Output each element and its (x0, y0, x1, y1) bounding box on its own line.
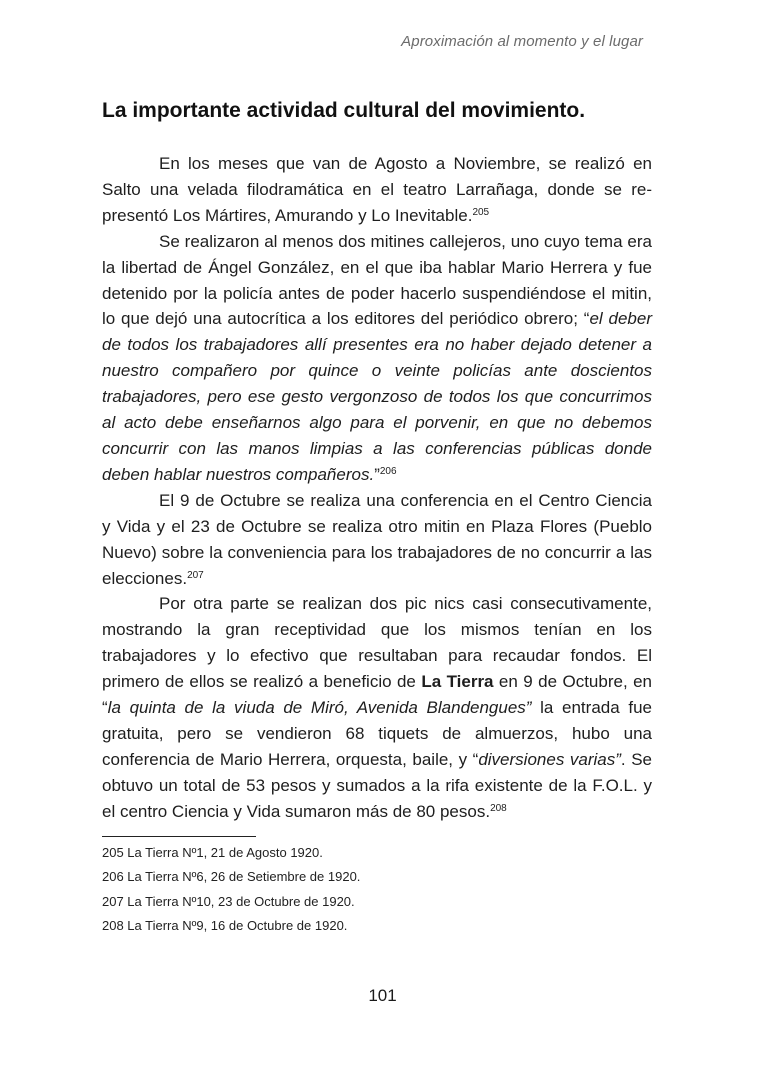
paragraph-4-bold-title: La Tierra (421, 672, 494, 692)
paragraph-4-italic-1: la quinta de la viuda de Miró, Avenida Blandengues” (107, 698, 532, 718)
running-header: Aproximación al momento y el lugar (401, 33, 643, 50)
paragraph-1-text: En los meses que van de Agosto a Noviembre, se realizó en Salto una velada filodramática en el teatro Larrañaga, donde se representó Los Mártires, Amurando y Lo Inevitable. (102, 154, 652, 225)
footnote-ref-208: 208 (490, 802, 507, 814)
paragraph-4-text-b: en 9 de Octubre, en “ (102, 672, 652, 718)
paragraph-4 (102, 591, 652, 824)
paragraph-2-text-b: ” (374, 464, 380, 484)
paragraph-2-text-a: Se realizaron al menos dos mitines callejeros, uno cuyo tema era la libertad de Ángel González, en el que iba hablar Mario Herrera y fue detenido por la policía antes de poder hacerlo suspendiéndose el mitin, lo que dejó una autocrítica a los editores del periódico obrero; “ (102, 231, 652, 329)
section-title: La importante actividad cultural del movimiento. (102, 99, 586, 122)
paragraph-3-text: El 9 de Octubre se realiza una conferencia en el Centro Ciencia y Vida y el 23 de Octubre se realiza otro mitin en Plaza Flores (Pueblo Nuevo) sobre la conveniencia para los trabajadores de no concurrir a las elecciones. (102, 490, 652, 588)
footnote-208: 208 La Tierra Nº9, 16 de Octubre de 1920. (102, 917, 348, 933)
footnote-205: 205 La Tierra Nº1, 21 de Agosto 1920. (102, 845, 323, 860)
paragraph-3 (102, 488, 652, 592)
paragraph-2-quote: el deber de todos los trabajadores allí presentes era no haber dejado detener a nuestro compañero por quince o veinte policías ante doscientos trabajadores, pero ese gesto vergonzoso de todos los que concurrimos al acto debe enseñarnos algo para el porvenir, en que no debemos concurrir con las manos limpias a las conferencias públicas donde deben hablar nuestros compañeros. (102, 309, 652, 484)
footnotes (102, 844, 360, 941)
footnote-divider (102, 836, 256, 837)
body-text (102, 151, 652, 825)
paragraph-1 (102, 151, 652, 229)
footnote-207: 207 La Tierra Nº10, 23 de Octubre de 1920. (102, 893, 355, 909)
footnote-ref-206: 206 (379, 465, 397, 477)
page-number: 101 (368, 986, 397, 1005)
paragraph-4-text-c: la entrada fue gratuita, pero se vendieron 68 tiquets de almuerzos, hubo una conferencia de Mario Herrera, orquesta, baile, y “ (102, 698, 652, 769)
footnote-ref-207: 207 (187, 569, 204, 581)
paragraph-4-text-d: . Se obtuvo un total de 53 pesos y sumados a la rifa existente de la F.O.L. y el centro Ciencia y Vida sumaron más de 80 pesos. (102, 749, 652, 821)
footnote-206: 206 La Tierra Nº6, 26 de Setiembre de 1920. (102, 869, 361, 885)
paragraph-2 (102, 229, 652, 488)
paragraph-4-italic-2: diversiones varias” (478, 749, 621, 769)
footnote-ref-205: 205 (472, 206, 490, 218)
paragraph-4-text-a: Por otra parte se realizan dos pic nics casi consecutivamente, mostrando la gran receptividad que los mismos tenían en los trabajadores y lo efectivo que resultaban para recaudar fondos. El primero de ellos se realizó a beneficio de (102, 594, 652, 692)
